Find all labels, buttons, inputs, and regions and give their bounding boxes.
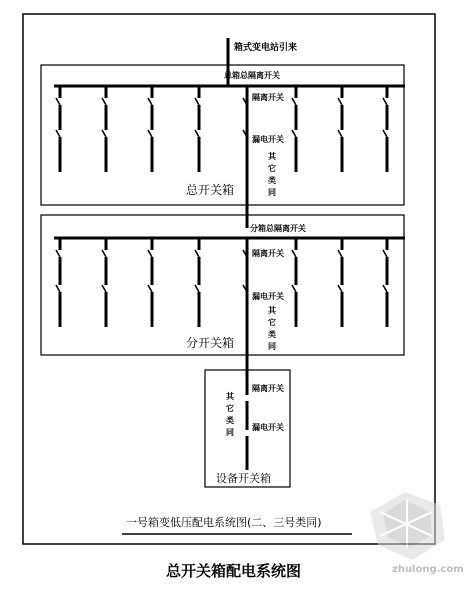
figure-caption: 总开关箱配电系统图 xyxy=(165,562,301,580)
incoming-label: 箱式变电站引来 xyxy=(234,43,298,53)
equipment-others-label xyxy=(226,391,235,437)
equipment-isolator-label: 隔离开关 xyxy=(252,384,284,393)
watermark-text: zhulong.com xyxy=(392,564,464,575)
diagram-subtitle: 一号箱变低压配电系统图(二、三号类同) xyxy=(126,516,322,529)
sub-box xyxy=(41,215,405,355)
main-branches xyxy=(56,86,387,172)
sub-isolator-label: 隔离开关 xyxy=(252,249,284,258)
svg-text:其它类同: 其它类同 xyxy=(268,152,276,197)
main-switch-label: 总箱总隔离开关 xyxy=(224,71,280,80)
sub-switch-label: 分箱总隔离开关 xyxy=(250,224,306,233)
equipment-box xyxy=(205,370,290,487)
svg-text:其它类同: 其它类同 xyxy=(226,392,234,437)
sub-box-title: 分开关箱 xyxy=(186,336,235,350)
main-others-label xyxy=(268,151,277,197)
outer-frame xyxy=(23,14,435,544)
main-isolator-label: 隔离开关 xyxy=(252,93,284,102)
main-breaker-label: 漏电开关 xyxy=(252,135,284,144)
sub-others-label xyxy=(268,305,277,351)
equipment-breaker-label: 漏电开关 xyxy=(252,423,284,432)
svg-text:其它类同: 其它类同 xyxy=(268,306,276,351)
zhulong-watermark-logo xyxy=(370,492,445,560)
sub-branches xyxy=(56,238,387,327)
main-box-title: 总开关箱 xyxy=(186,183,235,197)
main-box xyxy=(41,65,405,205)
sub-breaker-label: 漏电开关 xyxy=(252,292,284,301)
equipment-box-title: 设备开关箱 xyxy=(216,472,271,485)
